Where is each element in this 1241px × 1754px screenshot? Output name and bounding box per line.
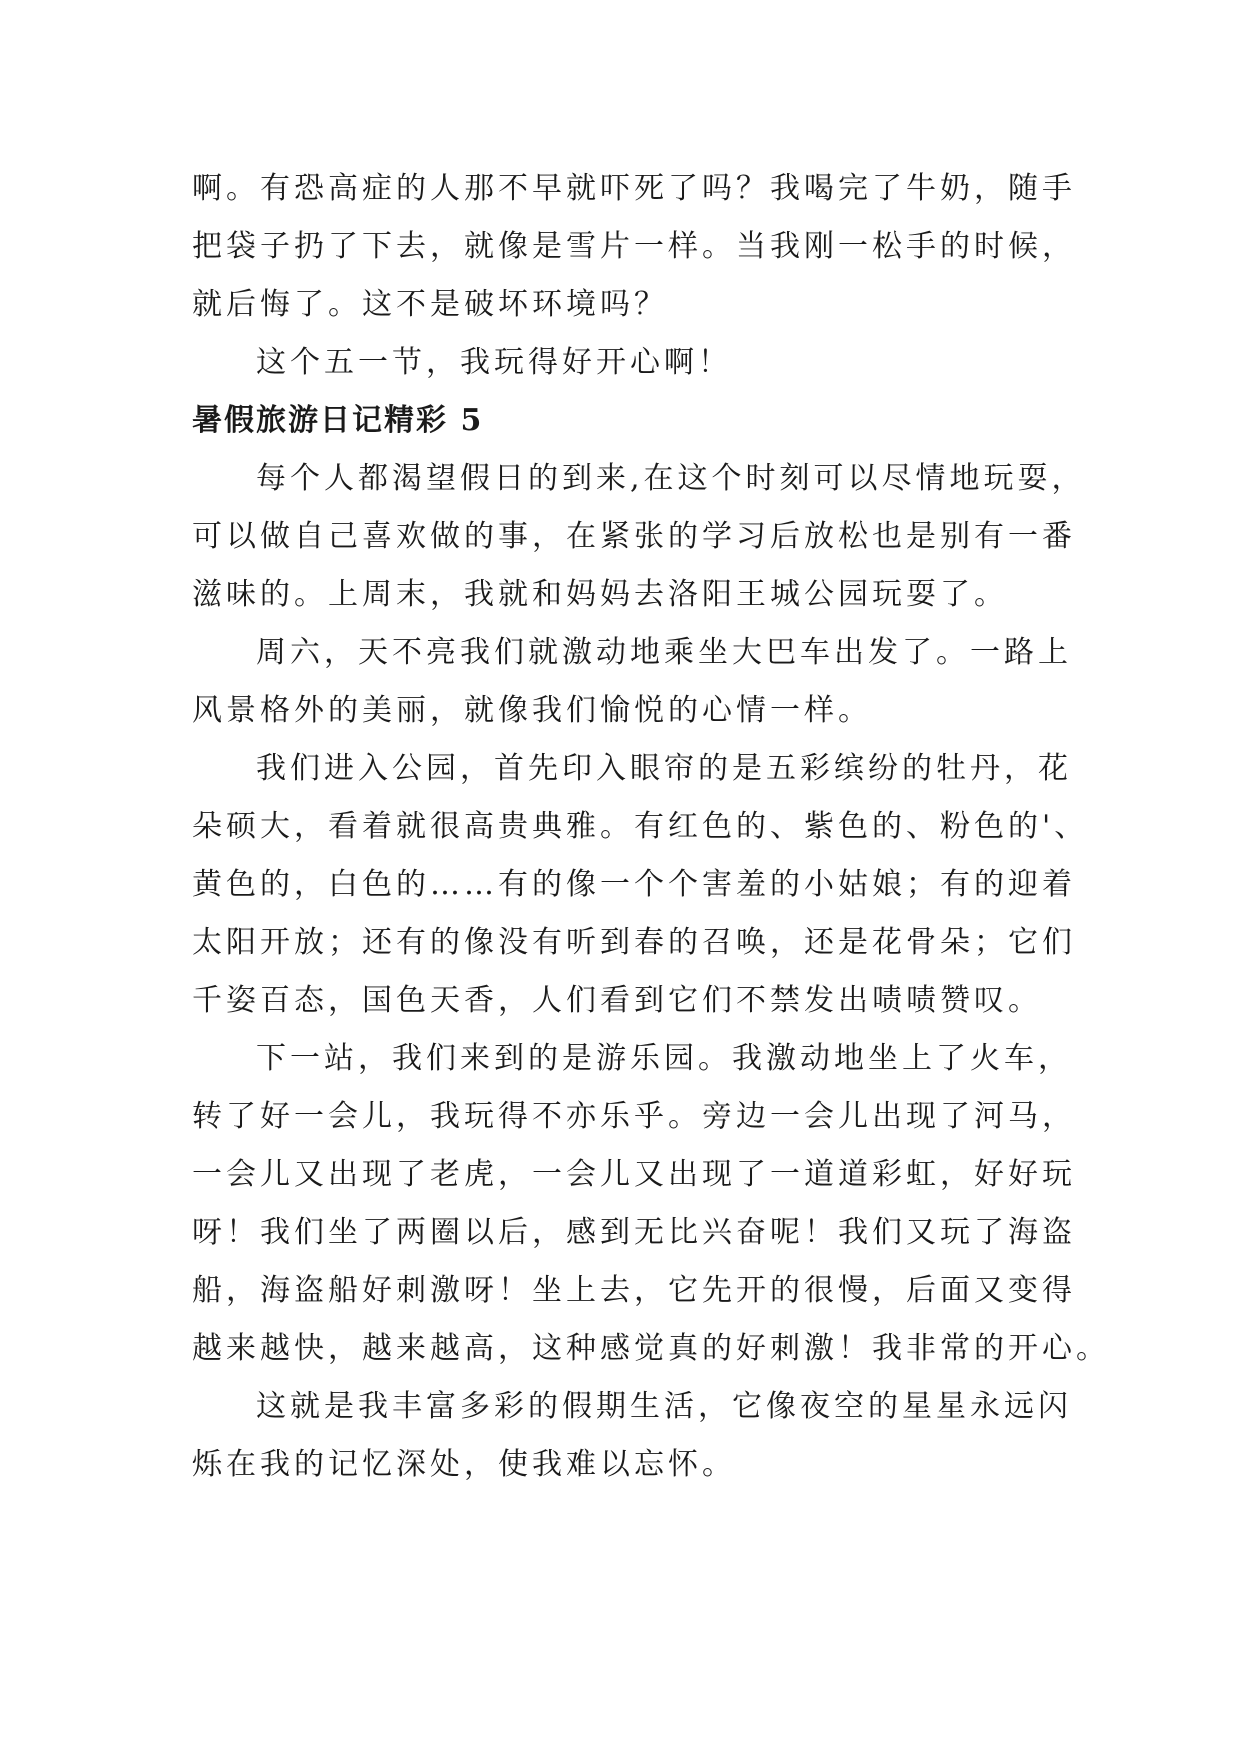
text-line: 风景格外的美丽，就像我们愉悦的心情一样。 bbox=[192, 693, 872, 728]
paragraph-intro bbox=[192, 450, 1086, 624]
text-line: 滋味的。上周末，我就和妈妈去洛阳王城公园玩耍了。 bbox=[192, 577, 1008, 612]
document-body bbox=[192, 160, 1110, 1494]
text-line: 我们进入公园，首先印入眼帘的是五彩缤纷的牡丹，花 bbox=[256, 751, 1072, 786]
text-line: 越来越快，越来越高，这种感觉真的好刺激！我非常的开心。 bbox=[192, 1331, 1110, 1366]
text-line: 这就是我丰富多彩的假期生活，它像夜空的星星永远闪 bbox=[256, 1389, 1072, 1424]
text-line: 每个人都渴望假日的到来,在这个时刻可以尽情地玩耍， bbox=[256, 461, 1086, 496]
text-line: 烁在我的记忆深处，使我难以忘怀。 bbox=[192, 1447, 736, 1482]
text-line: 下一站，我们来到的是游乐园。我激动地坐上了火车， bbox=[256, 1041, 1072, 1076]
paragraph-may-day bbox=[192, 334, 1052, 392]
paragraph-amusement-park bbox=[192, 1030, 1110, 1378]
text-line: 可以做自己喜欢做的事，在紧张的学习后放松也是别有一番 bbox=[192, 519, 1076, 554]
text-line: 朵硕大，看着就很高贵典雅。有红色的、紫色的、粉色的'、 bbox=[192, 809, 1089, 844]
text-line: 转了好一会儿，我玩得不亦乐乎。旁边一会儿出现了河马， bbox=[192, 1099, 1076, 1134]
text-line: 太阳开放；还有的像没有听到春的召唤，还是花骨朵；它们 bbox=[192, 925, 1076, 960]
paragraph-saturday bbox=[192, 624, 1072, 740]
text-line: 这个五一节，我玩得好开心啊！ bbox=[256, 345, 732, 380]
paragraph-continuation bbox=[192, 160, 1076, 334]
text-line: 黄色的，白色的……有的像一个个害羞的小姑娘；有的迎着 bbox=[192, 867, 1076, 902]
text-line: 船，海盗船好刺激呀！坐上去，它先开的很慢，后面又变得 bbox=[192, 1273, 1076, 1308]
text-line: 一会儿又出现了老虎，一会儿又出现了一道道彩虹，好好玩 bbox=[192, 1157, 1076, 1192]
text-line: 千姿百态，国色天香，人们看到它们不禁发出啧啧赞叹。 bbox=[192, 983, 1042, 1018]
section-title: 暑假旅游日记精彩 5 bbox=[192, 403, 484, 438]
text-line: 呀！我们坐了两圈以后，感到无比兴奋呢！我们又玩了海盗 bbox=[192, 1215, 1076, 1250]
text-line: 把袋子扔了下去，就像是雪片一样。当我刚一松手的时候， bbox=[192, 229, 1076, 264]
text-line: 啊。有恐高症的人那不早就吓死了吗？我喝完了牛奶，随手 bbox=[192, 171, 1076, 206]
paragraph-peonies bbox=[192, 740, 1089, 1030]
text-line: 周六，天不亮我们就激动地乘坐大巴车出发了。一路上 bbox=[256, 635, 1072, 670]
text-line: 就后悔了。这不是破坏环境吗？ bbox=[192, 287, 668, 322]
paragraph-conclusion bbox=[192, 1378, 1072, 1494]
